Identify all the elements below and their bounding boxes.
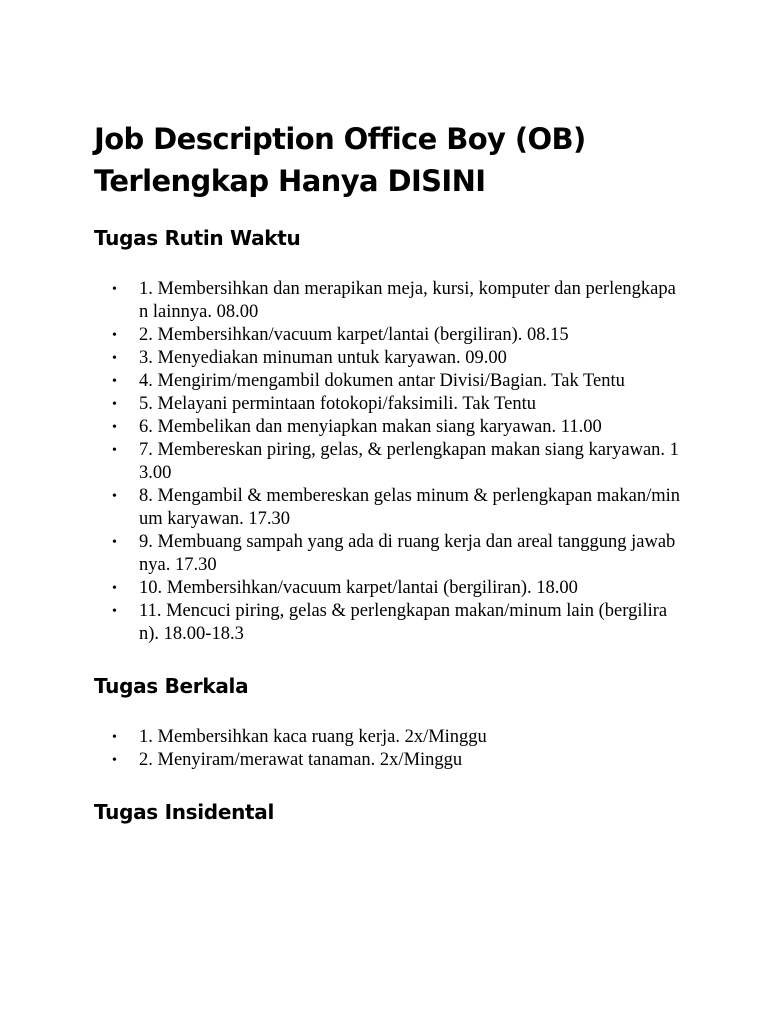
bullet-icon: •	[112, 489, 117, 504]
bullet-icon: •	[112, 374, 117, 389]
list-item-text: 9. Membuang sampah yang ada di ruang kerja dan areal tanggung jawabnya. 17.30	[139, 532, 676, 575]
bullet-icon: •	[112, 581, 117, 596]
list-item-text: 1. Membersihkan dan merapikan meja, kursi, komputer dan perlengkapan lainnya. 08.00	[139, 279, 676, 322]
bullet-icon: •	[112, 730, 117, 745]
list-item-text: 4. Mengirim/mengambil dokumen antar Divisi/Bagian. Tak Tentu	[139, 371, 625, 391]
list-item	[94, 324, 681, 347]
list-item	[94, 347, 681, 370]
bullet-icon: •	[112, 443, 117, 458]
list-item-text: 7. Membereskan piring, gelas, & perlengkapan makan siang karyawan. 13.00	[139, 440, 679, 483]
list-item-text: 6. Membelikan dan menyiapkan makan siang karyawan. 11.00	[139, 417, 602, 437]
list-item	[94, 749, 681, 772]
list-item-text: 5. Melayani permintaan fotokopi/faksimili. Tak Tentu	[139, 394, 536, 414]
list-item	[94, 370, 681, 393]
document-title: Job Description Office Boy (OB) Terlengkap Hanya DISINI	[94, 122, 586, 198]
bullet-icon: •	[112, 535, 117, 550]
list-item-text: 1. Membersihkan kaca ruang kerja. 2x/Minggu	[139, 727, 487, 747]
section-heading-tugas-berkala: Tugas Berkala	[94, 674, 249, 698]
task-list-berkala	[94, 726, 694, 772]
list-item	[94, 416, 681, 439]
list-item	[94, 531, 681, 577]
section-heading-tugas-insidental: Tugas Insidental	[94, 800, 275, 824]
bullet-icon: •	[112, 420, 117, 435]
list-item-text: 10. Membersihkan/vacuum karpet/lantai (bergiliran). 18.00	[139, 578, 578, 598]
list-item	[94, 485, 681, 531]
list-item-text: 2. Menyiram/merawat tanaman. 2x/Minggu	[139, 750, 463, 770]
list-item	[94, 577, 681, 600]
bullet-icon: •	[112, 328, 117, 343]
bullet-icon: •	[112, 282, 117, 297]
task-list-rutin	[94, 278, 694, 646]
list-item	[94, 278, 681, 324]
list-item-text: 3. Menyediakan minuman untuk karyawan. 09.00	[139, 348, 507, 368]
list-item-text: 2. Membersihkan/vacuum karpet/lantai (bergiliran). 08.15	[139, 325, 569, 345]
list-item-text: 8. Mengambil & membereskan gelas minum & perlengkapan makan/minum karyawan. 17.30	[139, 486, 680, 529]
bullet-icon: •	[112, 753, 117, 768]
list-item	[94, 393, 681, 416]
list-item	[94, 726, 681, 749]
section-heading-tugas-rutin-waktu: Tugas Rutin Waktu	[94, 226, 301, 250]
bullet-icon: •	[112, 351, 117, 366]
bullet-icon: •	[112, 604, 117, 619]
document-page	[94, 118, 694, 826]
list-item	[94, 439, 681, 485]
bullet-icon: •	[112, 397, 117, 412]
list-item	[94, 600, 681, 646]
list-item-text: 11. Mencuci piring, gelas & perlengkapan makan/minum lain (bergiliran). 18.00-18.3	[139, 601, 668, 644]
